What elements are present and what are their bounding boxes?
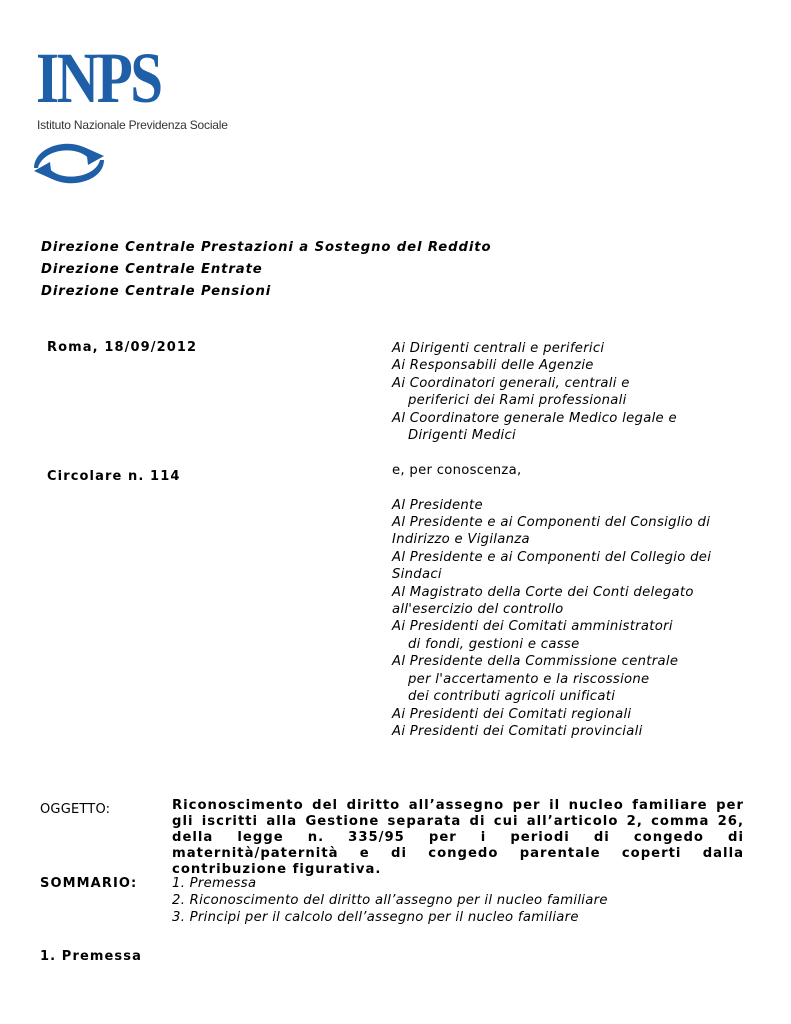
inps-logo-wordmark: INPS xyxy=(36,38,161,118)
cc-line: Al Presidente e ai Componenti del Consiglio di xyxy=(392,515,711,531)
circular-number: Circolare n. 114 xyxy=(47,469,181,484)
cc-line: all'esercizio del controllo xyxy=(392,602,564,618)
cc-line: Ai Presidenti dei Comitati regionali xyxy=(392,706,632,722)
directorate-line-2: Direzione Centrale Entrate xyxy=(41,262,263,277)
inps-logo-subtitle: Istituto Nazionale Previdenza Sociale xyxy=(37,118,228,132)
recipient-line: periferici dei Rami professionali xyxy=(408,393,627,409)
cc-line: Sindaci xyxy=(392,567,442,583)
recipient-line: Ai Dirigenti centrali e periferici xyxy=(392,341,605,356)
section-title: 1. Premessa xyxy=(40,949,142,964)
recipient-line: Al Coordinatore generale Medico legale e xyxy=(392,410,677,426)
cc-intro: e, per conoscenza, xyxy=(392,462,522,478)
directorate-line-1: Direzione Centrale Prestazioni a Sostegno del Reddito xyxy=(41,240,492,255)
cc-line: dei contributi agricoli unificati xyxy=(408,689,616,705)
summary-list xyxy=(172,875,608,926)
cc-line: Al Presidente e ai Componenti del Collegio dei xyxy=(392,549,712,565)
summary-item: 1. Premessa xyxy=(172,876,257,891)
summary-item: 3. Principi per il calcolo dell’assegno per il nucleo familiare xyxy=(172,910,579,925)
inps-arrows-logo-icon xyxy=(28,138,110,188)
cc-line: per l'accertamento e la riscossione xyxy=(408,671,650,687)
subject-text: Riconoscimento del diritto all’assegno per il nucleo familiare per gli iscritti alla Gestione separata di cui all’articolo 2, comma 26, della legge n. 335/95 per i periodi di congedo di maternità/paternità e di congedo parentale coperti dalla contribuzione figurativa. xyxy=(172,798,744,877)
cc-line: Ai Presidenti dei Comitati provinciali xyxy=(392,723,643,739)
cc-line: Indirizzo e Vigilanza xyxy=(392,532,530,548)
cc-line: di fondi, gestioni e casse xyxy=(408,636,580,652)
cc-line: Al Presidente xyxy=(392,497,483,513)
recipient-line: Ai Responsabili delle Agenzie xyxy=(392,358,594,374)
cc-line: Al Magistrato della Corte dei Conti delegato xyxy=(392,584,694,600)
directorate-line-3: Direzione Centrale Pensioni xyxy=(41,284,272,299)
recipient-line: Ai Coordinatori generali, centrali e xyxy=(392,375,630,391)
summary-item: 2. Riconoscimento del diritto all’assegno per il nucleo familiare xyxy=(172,893,608,908)
cc-line: Al Presidente della Commissione centrale xyxy=(392,654,679,670)
subject-label: OGGETTO: xyxy=(40,802,111,817)
recipient-line: Dirigenti Medici xyxy=(408,428,517,444)
cc-line: Ai Presidenti dei Comitati amministratori xyxy=(392,619,673,635)
recipients-block xyxy=(392,340,772,740)
place-date: Roma, 18/09/2012 xyxy=(47,340,198,355)
summary-label: SOMMARIO: xyxy=(40,876,138,891)
